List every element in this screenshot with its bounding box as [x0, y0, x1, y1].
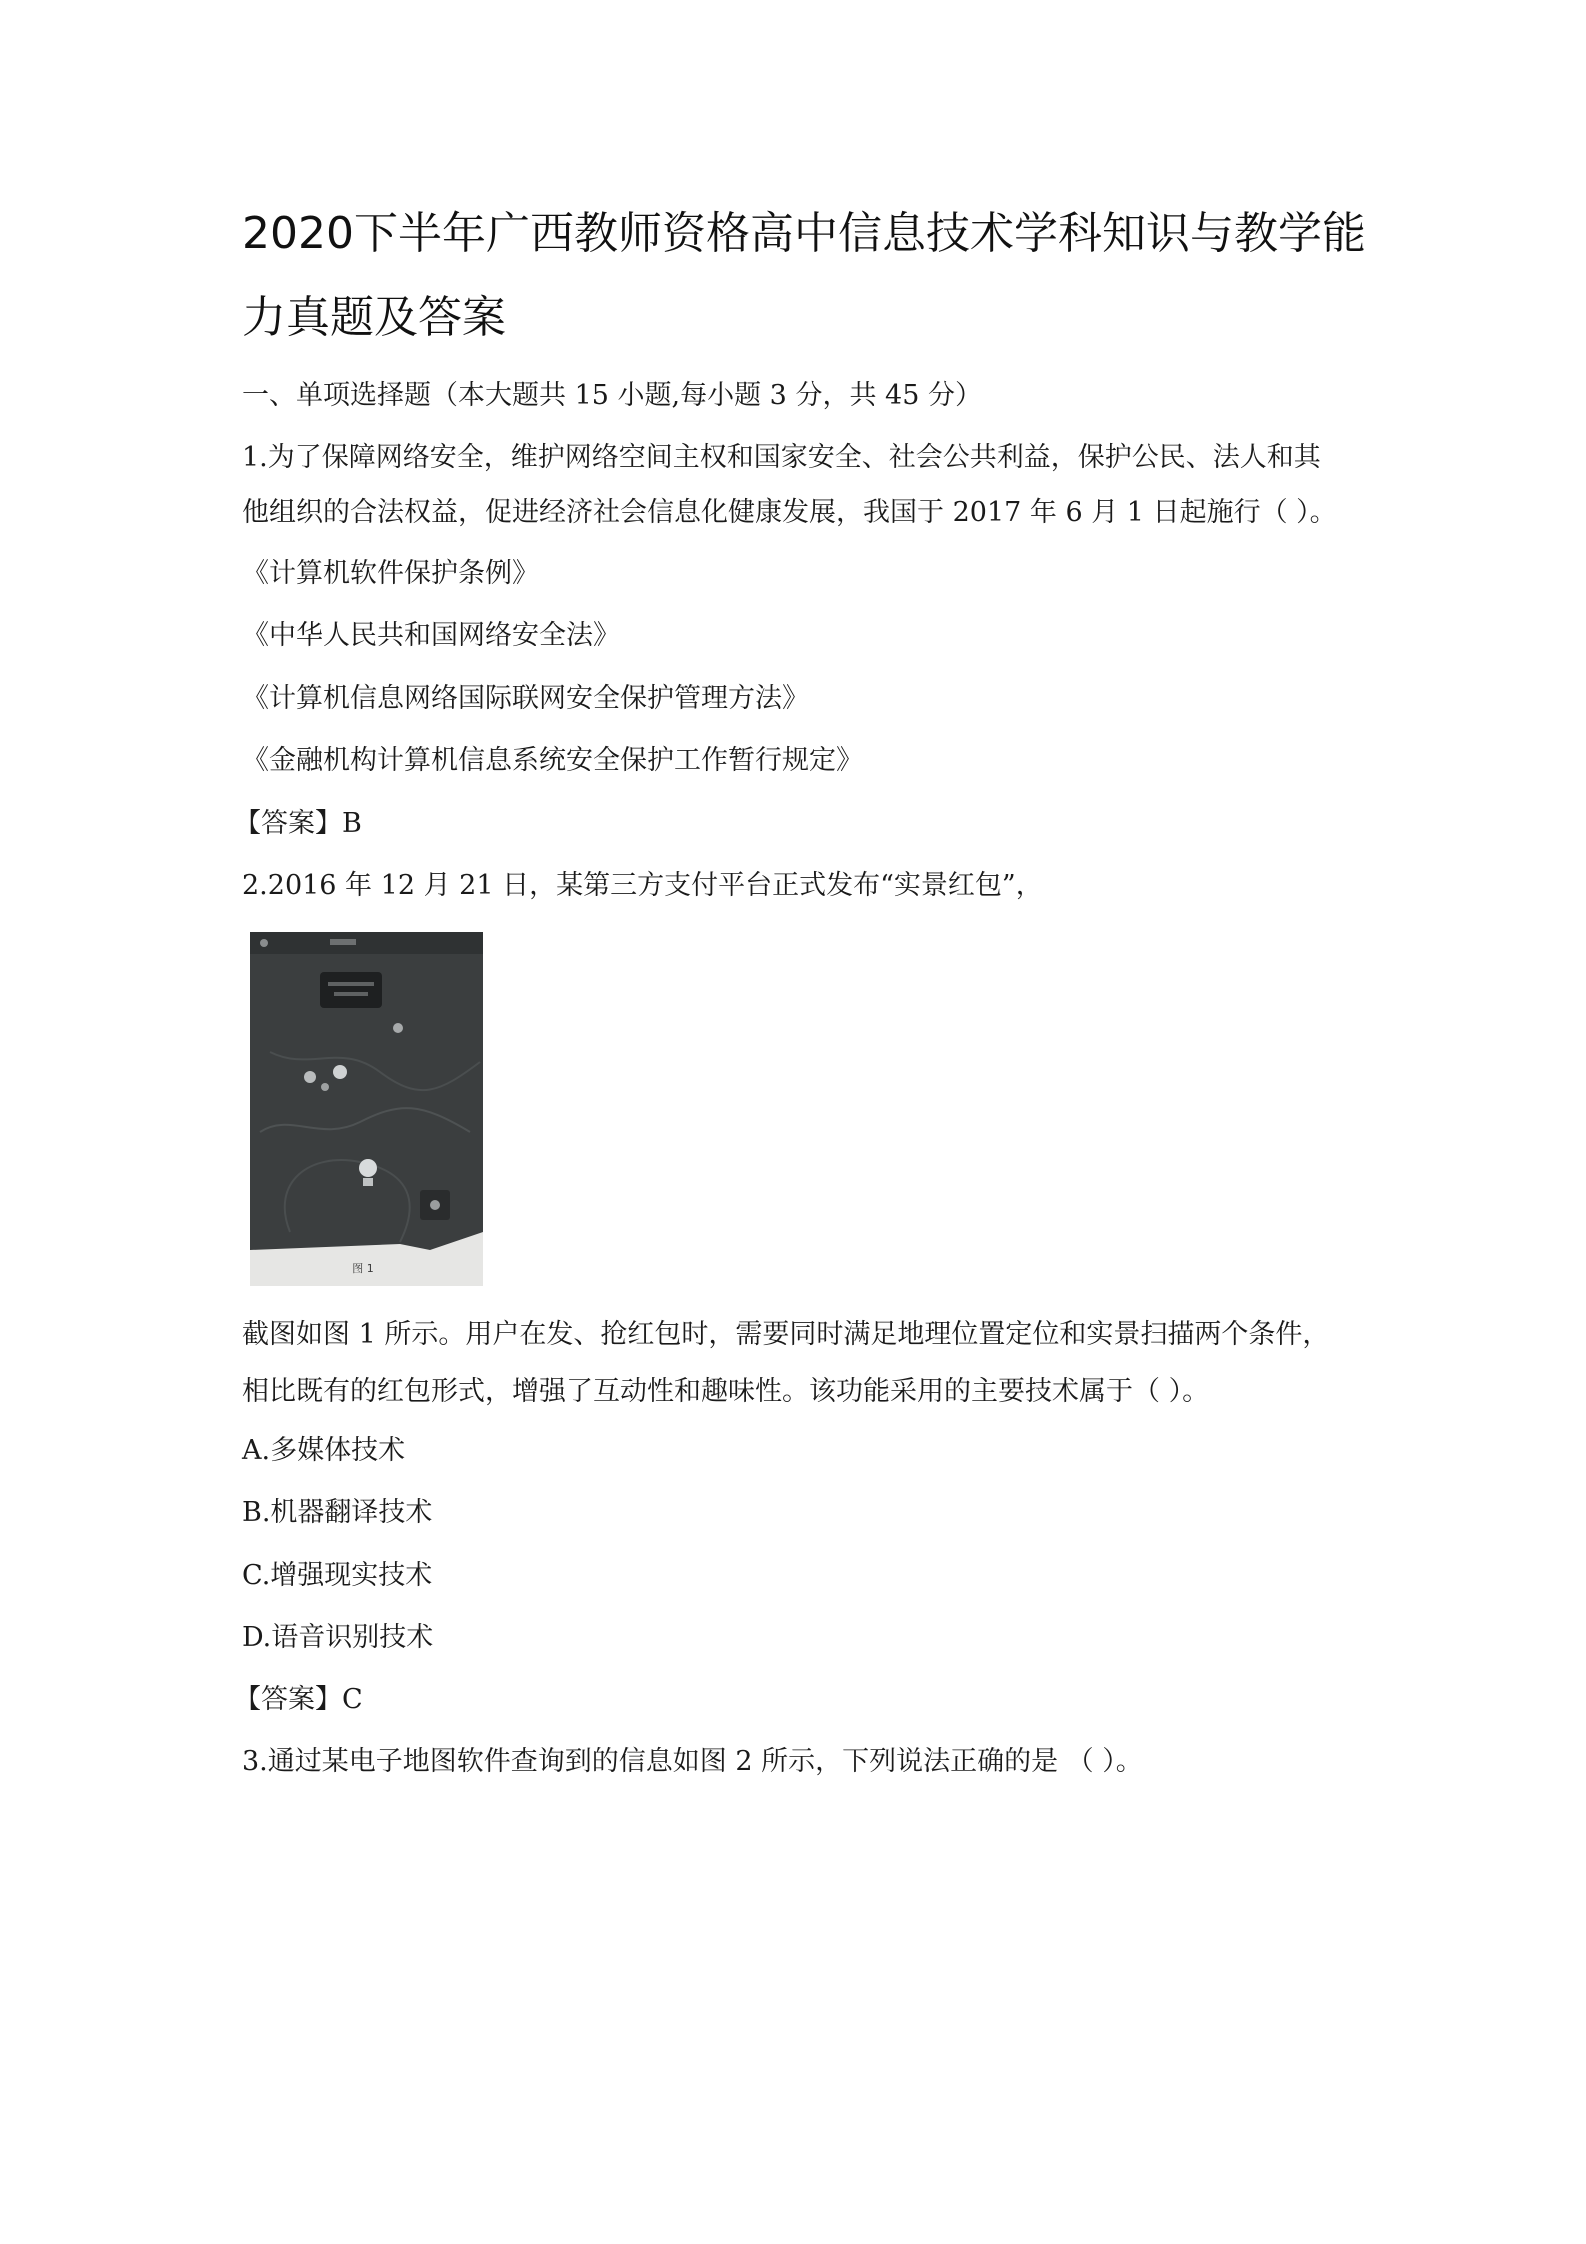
phone-map-photo [250, 932, 483, 1286]
q3-stem-line-1: 3.通过某电子地图软件查询到的信息如图 2 所示，下列说法正确的是 （ ）。 [242, 1746, 1143, 1777]
figure-caption: 图 1 [352, 1262, 374, 1275]
user-location-pin [359, 1159, 377, 1177]
q1-option: 《计算机信息网络国际联网安全保护管理方法》 [242, 683, 809, 714]
section-header: 一、单项选择题（本大题共 15 小题,每小题 3 分，共 45 分） [242, 380, 982, 411]
map-pin [333, 1065, 347, 1079]
q1-stem-line-1: 1.为了保障网络安全，维护网络空间主权和国家安全、社会公共利益，保护公民、法人和其 [242, 442, 1321, 473]
q2-answer: 【答案】C [234, 1684, 363, 1715]
tooltip-bubble [320, 972, 382, 1008]
map-pin [304, 1071, 316, 1083]
back-icon [260, 939, 268, 947]
ar-red-packet-screenshot [250, 932, 483, 1286]
q2-option: C.增强现实技术 [242, 1560, 433, 1591]
doc-title-line-2: 力真题及答案 [242, 292, 506, 343]
q2-option: D.语音识别技术 [242, 1622, 434, 1653]
header-text-mark [330, 939, 356, 945]
q2-option: A.多媒体技术 [242, 1435, 406, 1466]
q2-after-line-1: 截图如图 1 所示。用户在发、抢红包时，需要同时满足地理位置定位和实景扫描两个条件， [242, 1319, 1330, 1350]
map-pin [393, 1023, 403, 1033]
q1-stem-line-2: 他组织的合法权益，促进经济社会信息化健康发展，我国于 2017 年 6 月 1 日起施行（ ）。 [242, 497, 1337, 528]
q2-stem-line-1: 2.2016 年 12 月 21 日，某第三方支付平台正式发布“实景红包”， [242, 870, 1043, 901]
q2-option: B.机器翻译技术 [242, 1497, 433, 1528]
q1-answer: 【答案】B [234, 808, 362, 839]
q1-option: 《计算机软件保护条例》 [242, 558, 539, 589]
doc-title-line-1: 2020下半年广西教师资格高中信息技术学科知识与教学能 [242, 208, 1366, 259]
q2-after-line-2: 相比既有的红包形式，增强了互动性和趣味性。该功能采用的主要技术属于（ ）。 [242, 1376, 1210, 1407]
q1-option: 《金融机构计算机信息系统安全保护工作暂行规定》 [242, 745, 863, 776]
map-pin [321, 1083, 329, 1091]
q1-option: 《中华人民共和国网络安全法》 [242, 620, 620, 651]
